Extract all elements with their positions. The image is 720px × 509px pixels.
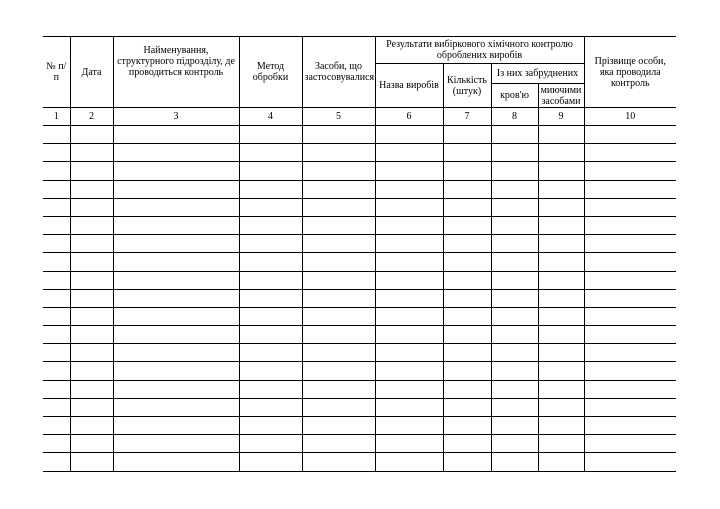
column-number: 4	[239, 108, 302, 126]
table-cell[interactable]	[43, 144, 70, 162]
column-number: 1	[43, 108, 70, 126]
table-cell[interactable]	[113, 162, 239, 180]
table-row	[43, 307, 676, 325]
table-cell[interactable]	[584, 307, 676, 325]
table-cell[interactable]	[302, 180, 375, 198]
column-number: 10	[584, 108, 676, 126]
table-cell[interactable]	[239, 307, 302, 325]
table-cell[interactable]	[302, 289, 375, 307]
table-cell[interactable]	[443, 144, 491, 162]
table-cell[interactable]	[375, 344, 443, 362]
table-cell[interactable]	[239, 162, 302, 180]
table-cell[interactable]	[443, 289, 491, 307]
table-cell[interactable]	[302, 126, 375, 144]
table-cell[interactable]	[538, 380, 584, 398]
table-cell[interactable]	[584, 126, 676, 144]
table-cell[interactable]	[43, 380, 70, 398]
table-cell[interactable]	[43, 362, 70, 380]
table-cell[interactable]	[538, 235, 584, 253]
table-cell[interactable]	[43, 289, 70, 307]
table-cell[interactable]	[113, 235, 239, 253]
table-cell[interactable]	[584, 326, 676, 344]
table-cell[interactable]	[239, 398, 302, 416]
table-cell[interactable]	[302, 398, 375, 416]
table-cell[interactable]	[375, 216, 443, 234]
table-cell[interactable]	[113, 271, 239, 289]
table-cell[interactable]	[43, 235, 70, 253]
chemical-control-journal-table	[43, 36, 676, 472]
column-number: 9	[538, 108, 584, 126]
table-cell[interactable]	[43, 271, 70, 289]
table-cell[interactable]	[584, 144, 676, 162]
table-cell[interactable]	[239, 380, 302, 398]
header-department-name: Найменування, структурного підрозділу, де проводиться контроль	[113, 37, 239, 108]
header-date: Дата	[70, 37, 113, 108]
table-cell[interactable]	[491, 326, 538, 344]
table-cell[interactable]	[375, 398, 443, 416]
table-cell[interactable]	[375, 362, 443, 380]
table-cell[interactable]	[302, 235, 375, 253]
table-cell[interactable]	[491, 398, 538, 416]
table-cell[interactable]	[70, 198, 113, 216]
table-cell[interactable]	[113, 180, 239, 198]
table-cell[interactable]	[113, 307, 239, 325]
table-cell[interactable]	[584, 253, 676, 271]
table-cell[interactable]	[43, 180, 70, 198]
table-cell[interactable]	[239, 180, 302, 198]
table-cell[interactable]	[70, 326, 113, 344]
table-cell[interactable]	[375, 180, 443, 198]
table-cell[interactable]	[113, 453, 239, 471]
table-cell[interactable]	[43, 126, 70, 144]
table-cell[interactable]	[239, 235, 302, 253]
table-row	[43, 398, 676, 416]
table-cell[interactable]	[443, 380, 491, 398]
table-cell[interactable]	[113, 362, 239, 380]
table-cell[interactable]	[239, 435, 302, 453]
table-cell[interactable]	[584, 289, 676, 307]
header-quantity: Кількість (штук)	[443, 64, 491, 108]
table-cell[interactable]	[443, 162, 491, 180]
table-row	[43, 362, 676, 380]
table-cell[interactable]	[538, 344, 584, 362]
table-cell[interactable]	[538, 417, 584, 435]
table-cell[interactable]	[375, 380, 443, 398]
table-cell[interactable]	[443, 344, 491, 362]
table-cell[interactable]	[443, 253, 491, 271]
table-cell[interactable]	[70, 344, 113, 362]
table-cell[interactable]	[584, 453, 676, 471]
table-cell[interactable]	[113, 344, 239, 362]
header-product-name: Назва виробів	[375, 64, 443, 108]
table-cell[interactable]	[70, 216, 113, 234]
table-cell[interactable]	[491, 126, 538, 144]
column-number: 8	[491, 108, 538, 126]
table-cell[interactable]	[443, 216, 491, 234]
table-cell[interactable]	[302, 216, 375, 234]
column-number: 3	[113, 108, 239, 126]
table-row	[43, 216, 676, 234]
table-cell[interactable]	[538, 326, 584, 344]
table-cell[interactable]	[491, 235, 538, 253]
table-cell[interactable]	[491, 180, 538, 198]
table-cell[interactable]	[584, 198, 676, 216]
table-cell[interactable]	[70, 235, 113, 253]
table-cell[interactable]	[43, 216, 70, 234]
table-cell[interactable]	[375, 271, 443, 289]
column-number: 2	[70, 108, 113, 126]
table-cell[interactable]	[443, 326, 491, 344]
table-cell[interactable]	[538, 198, 584, 216]
table-cell[interactable]	[375, 144, 443, 162]
column-number: 5	[302, 108, 375, 126]
table-cell[interactable]	[70, 126, 113, 144]
table-cell[interactable]	[302, 307, 375, 325]
table-cell[interactable]	[491, 307, 538, 325]
table-cell[interactable]	[70, 180, 113, 198]
table-row	[43, 326, 676, 344]
header-contaminated: Із них забруднених	[491, 64, 584, 84]
table-cell[interactable]	[375, 417, 443, 435]
table-cell[interactable]	[538, 180, 584, 198]
table-cell[interactable]	[375, 235, 443, 253]
table-cell[interactable]	[239, 344, 302, 362]
table-cell[interactable]	[43, 417, 70, 435]
table-cell[interactable]	[491, 216, 538, 234]
table-cell[interactable]	[375, 198, 443, 216]
table-row	[43, 344, 676, 362]
table-cell[interactable]	[375, 453, 443, 471]
table-cell[interactable]	[491, 380, 538, 398]
table-cell[interactable]	[239, 362, 302, 380]
table-cell[interactable]	[538, 126, 584, 144]
table-row	[43, 253, 676, 271]
table-cell[interactable]	[584, 398, 676, 416]
table-cell[interactable]	[584, 162, 676, 180]
table-cell[interactable]	[584, 344, 676, 362]
table-cell[interactable]	[70, 253, 113, 271]
table-cell[interactable]	[302, 362, 375, 380]
table-cell[interactable]	[70, 289, 113, 307]
table-cell[interactable]	[239, 289, 302, 307]
header-blood: кров'ю	[491, 84, 538, 108]
table-cell[interactable]	[239, 417, 302, 435]
table-cell[interactable]	[491, 271, 538, 289]
table-cell[interactable]	[584, 417, 676, 435]
table-cell[interactable]	[113, 435, 239, 453]
table-cell[interactable]	[491, 289, 538, 307]
table-cell[interactable]	[239, 198, 302, 216]
table-cell[interactable]	[375, 307, 443, 325]
table-cell[interactable]	[491, 344, 538, 362]
table-row	[43, 144, 676, 162]
table-cell[interactable]	[302, 326, 375, 344]
table-cell[interactable]	[538, 307, 584, 325]
header-num: № п/п	[43, 37, 70, 108]
table-cell[interactable]	[491, 417, 538, 435]
table-cell[interactable]	[538, 253, 584, 271]
table-cell[interactable]	[239, 216, 302, 234]
table-cell[interactable]	[302, 417, 375, 435]
table-cell[interactable]	[302, 162, 375, 180]
table-row	[43, 162, 676, 180]
table-cell[interactable]	[443, 235, 491, 253]
table-cell[interactable]	[113, 380, 239, 398]
table-cell[interactable]	[584, 235, 676, 253]
table-cell[interactable]	[443, 398, 491, 416]
table-row	[43, 289, 676, 307]
table-cell[interactable]	[43, 435, 70, 453]
table-cell[interactable]	[538, 398, 584, 416]
table-cell[interactable]	[443, 417, 491, 435]
table-cell[interactable]	[239, 144, 302, 162]
table-cell[interactable]	[584, 362, 676, 380]
table-cell[interactable]	[538, 362, 584, 380]
table-cell[interactable]	[70, 162, 113, 180]
table-cell[interactable]	[113, 326, 239, 344]
table-cell[interactable]	[584, 271, 676, 289]
table-cell[interactable]	[443, 126, 491, 144]
table-cell[interactable]	[375, 289, 443, 307]
table-cell[interactable]	[70, 453, 113, 471]
column-number: 7	[443, 108, 491, 126]
table-cell[interactable]	[443, 435, 491, 453]
table-cell[interactable]	[443, 198, 491, 216]
table-row	[43, 126, 676, 144]
table-cell[interactable]	[538, 271, 584, 289]
table-cell[interactable]	[43, 162, 70, 180]
table-cell[interactable]	[70, 307, 113, 325]
table-cell[interactable]	[239, 453, 302, 471]
table-cell[interactable]	[375, 253, 443, 271]
table-cell[interactable]	[302, 271, 375, 289]
header-processing-method: Метод обробки	[239, 37, 302, 108]
column-number-row	[43, 108, 676, 126]
table-cell[interactable]	[70, 380, 113, 398]
table-cell[interactable]	[113, 144, 239, 162]
table-cell[interactable]	[113, 126, 239, 144]
table-cell[interactable]	[538, 216, 584, 234]
table-cell[interactable]	[302, 198, 375, 216]
table-cell[interactable]	[584, 180, 676, 198]
table-row	[43, 198, 676, 216]
table-cell[interactable]	[113, 198, 239, 216]
table-cell[interactable]	[43, 398, 70, 416]
table-cell[interactable]	[113, 289, 239, 307]
table-cell[interactable]	[113, 398, 239, 416]
table-cell[interactable]	[443, 453, 491, 471]
table-cell[interactable]	[375, 126, 443, 144]
table-cell[interactable]	[113, 216, 239, 234]
table-cell[interactable]	[43, 453, 70, 471]
table-cell[interactable]	[70, 362, 113, 380]
table-cell[interactable]	[239, 253, 302, 271]
table-cell[interactable]	[443, 271, 491, 289]
table-cell[interactable]	[491, 162, 538, 180]
table-cell[interactable]	[43, 307, 70, 325]
table-cell[interactable]	[491, 362, 538, 380]
table-cell[interactable]	[491, 144, 538, 162]
table-row	[43, 435, 676, 453]
table-cell[interactable]	[443, 180, 491, 198]
table-row	[43, 271, 676, 289]
table-cell[interactable]	[443, 307, 491, 325]
table-cell[interactable]	[375, 435, 443, 453]
table-cell[interactable]	[302, 253, 375, 271]
table-row	[43, 235, 676, 253]
header-means-used: Засоби, що застосовувалися	[302, 37, 375, 108]
table-row	[43, 417, 676, 435]
table-cell[interactable]	[239, 271, 302, 289]
table-cell[interactable]	[302, 435, 375, 453]
table-cell[interactable]	[491, 198, 538, 216]
table-cell[interactable]	[375, 162, 443, 180]
table-cell[interactable]	[584, 435, 676, 453]
table-cell[interactable]	[70, 435, 113, 453]
table-row	[43, 180, 676, 198]
table-cell[interactable]	[113, 253, 239, 271]
table-cell[interactable]	[375, 326, 443, 344]
table-cell[interactable]	[302, 380, 375, 398]
table-cell[interactable]	[70, 271, 113, 289]
table-cell[interactable]	[584, 216, 676, 234]
table-cell[interactable]	[538, 453, 584, 471]
table-cell[interactable]	[491, 435, 538, 453]
table-cell[interactable]	[302, 344, 375, 362]
table-cell[interactable]	[239, 326, 302, 344]
table-cell[interactable]	[239, 126, 302, 144]
table-row	[43, 380, 676, 398]
table-cell[interactable]	[113, 417, 239, 435]
table-cell[interactable]	[70, 417, 113, 435]
table-cell[interactable]	[43, 344, 70, 362]
table-cell[interactable]	[70, 144, 113, 162]
table-cell[interactable]	[302, 144, 375, 162]
table-cell[interactable]	[538, 144, 584, 162]
table-cell[interactable]	[491, 253, 538, 271]
table-cell[interactable]	[538, 289, 584, 307]
header-responsible-person: Прізвище особи, яка проводила контроль	[584, 37, 676, 108]
table-cell[interactable]	[538, 162, 584, 180]
table-cell[interactable]	[491, 453, 538, 471]
table-cell[interactable]	[443, 362, 491, 380]
table-cell[interactable]	[584, 380, 676, 398]
table-cell[interactable]	[43, 253, 70, 271]
table-cell[interactable]	[302, 453, 375, 471]
table-cell[interactable]	[538, 435, 584, 453]
table-row	[43, 453, 676, 471]
column-number: 6	[375, 108, 443, 126]
header-control-results: Результати вибіркового хімічного контролю оброблених виробів	[375, 37, 584, 64]
table-cell[interactable]	[43, 198, 70, 216]
table-cell[interactable]	[70, 398, 113, 416]
table-cell[interactable]	[43, 326, 70, 344]
header-detergents: миючими засобами	[538, 84, 584, 108]
